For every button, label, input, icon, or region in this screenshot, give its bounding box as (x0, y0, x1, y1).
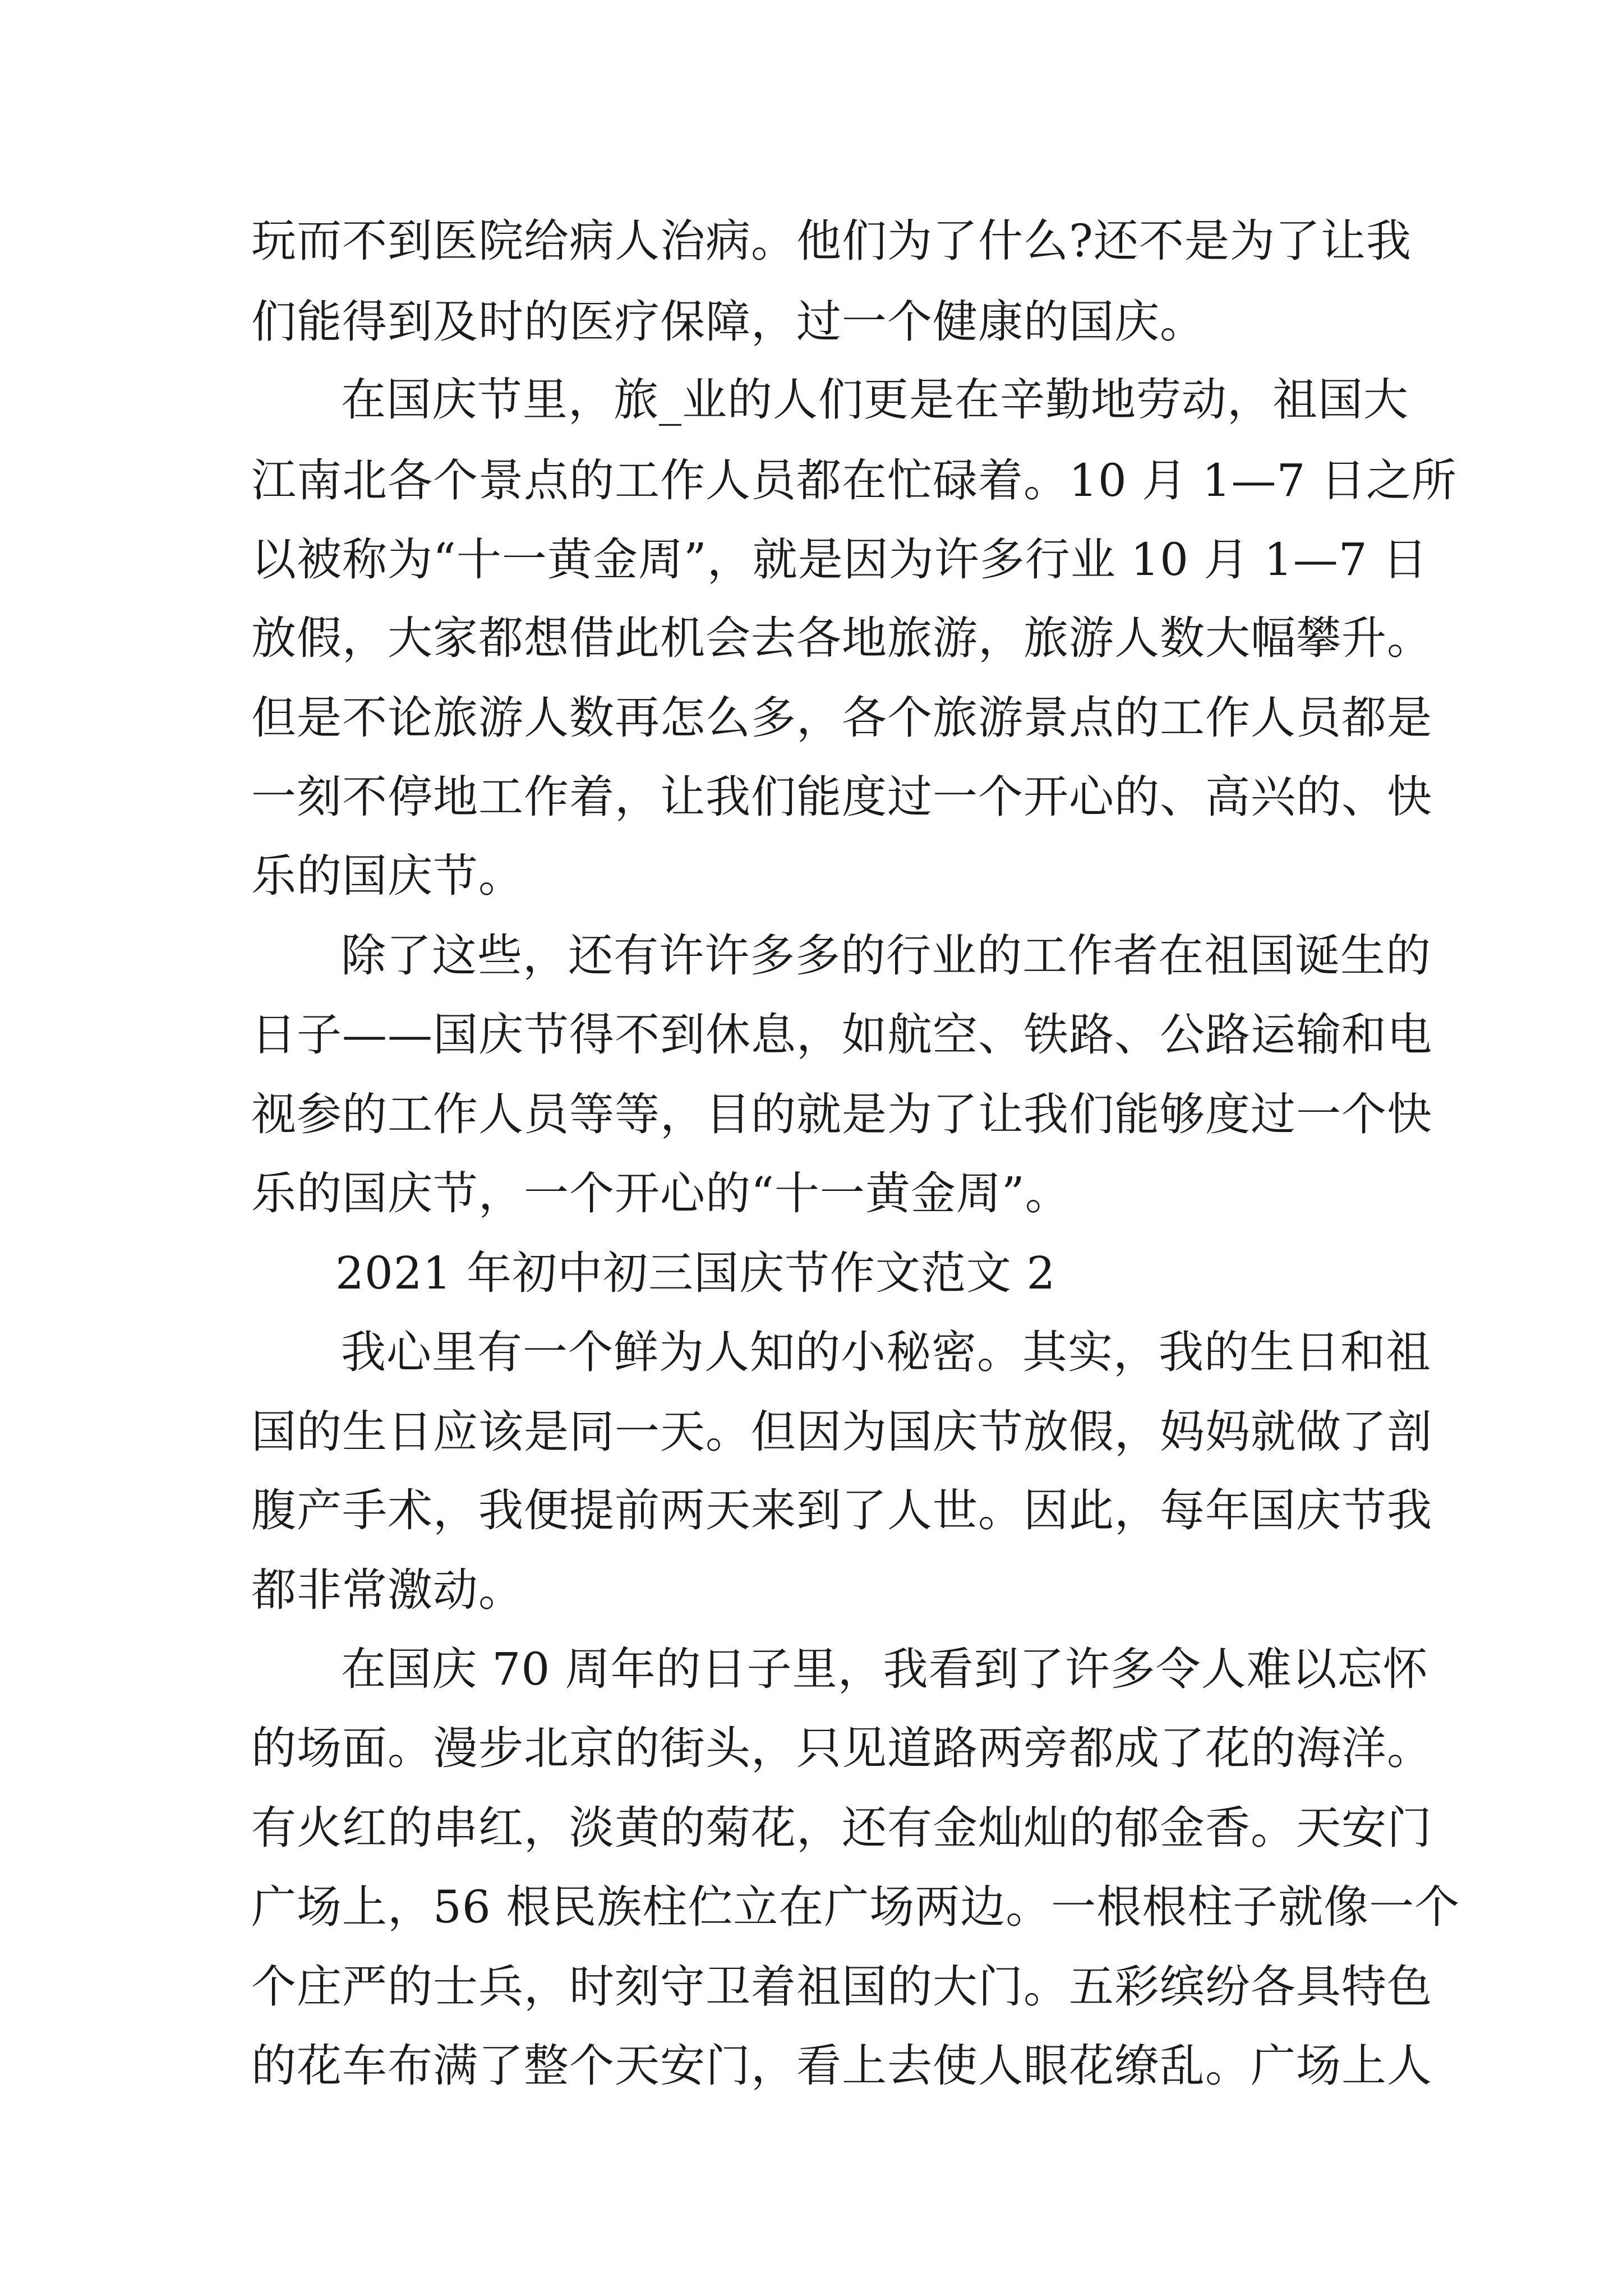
text-line: 乐的国庆节。 (251, 850, 524, 902)
text-line: 以被称为“十一黄金周”，就是因为许多行业 10 月 1—7 日 (251, 533, 1428, 586)
paragraph-start-line: 在国庆 70 周年的日子里，我看到了许多令人难以忘怀 (341, 1643, 1428, 1695)
text-line: 江南北各个景点的工作人员都在忙碌着。10 月 1—7 日之所 (251, 454, 1457, 507)
text-line: 国的生日应该是同一天。但因为国庆节放假，妈妈就做了剖 (251, 1406, 1432, 1458)
text-line: 的花车布满了整个天安门，看上去使人眼花缭乱。广场上人 (251, 2040, 1432, 2092)
paragraph-start-line: 我心里有一个鲜为人知的小秘密。其实，我的生日和祖 (341, 1326, 1431, 1378)
text-line: 放假，大家都想借此机会去各地旅游，旅游人数大幅攀升。 (251, 612, 1432, 664)
paragraph-start-line: 除了这些，还有许许多多的行业的工作者在祖国诞生的 (341, 930, 1431, 982)
text-line: 的场面。漫步北京的街头，只见道路两旁都成了花的海洋。 (251, 1722, 1432, 1774)
text-line: 们能得到及时的医疗保障，过一个健康的国庆。 (251, 296, 1205, 348)
text-line: 视参的工作人员等等，目的就是为了让我们能够度过一个快 (251, 1088, 1432, 1140)
text-line: 个庄严的士兵，时刻守卫着祖国的大门。五彩缤纷各具特色 (251, 1961, 1432, 2013)
text-line: 有火红的串红，淡黄的菊花，还有金灿灿的郁金香。天安门 (251, 1802, 1432, 1854)
text-line: 都非常激动。 (251, 1564, 524, 1616)
text-line: 广场上，56 根民族柱伫立在广场两边。一根根柱子就像一个 (251, 1881, 1460, 1933)
text-line: 玩而不到医院给病人治病。他们为了什么?还不是为了让我 (251, 215, 1412, 267)
section-heading: 2021 年初中初三国庆节作文范文 2 (335, 1247, 1056, 1299)
text-line: 乐的国庆节，一个开心的“十一黄金周”。 (251, 1167, 1071, 1220)
text-line: 一刻不停地工作着，让我们能度过一个开心的、高兴的、快 (251, 771, 1432, 823)
text-line: 但是不论旅游人数再怎么多，各个旅游景点的工作人员都是 (251, 692, 1432, 744)
paragraph-start-line: 在国庆节里，旅_业的人们更是在辛勤地劳动，祖国大 (341, 374, 1409, 426)
text-line: 腹产手术，我便提前两天来到了人世。因此，每年国庆节我 (251, 1484, 1432, 1536)
text-line: 日子——国庆节得不到休息，如航空、铁路、公路运输和电 (251, 1009, 1432, 1061)
